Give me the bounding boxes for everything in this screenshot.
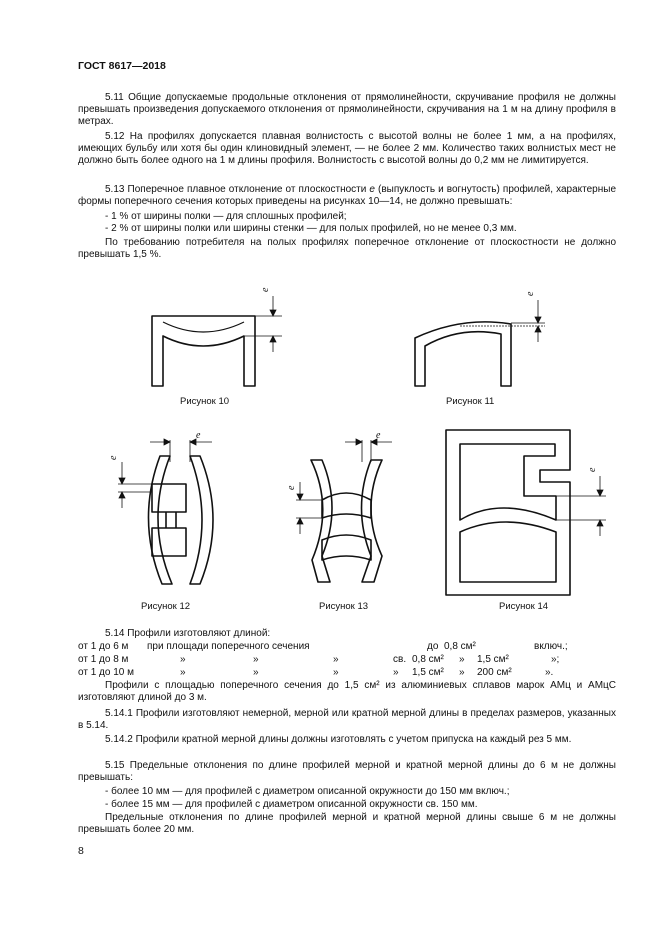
figure-12-profile — [148, 456, 213, 584]
list-item: - 2 % от ширины полки или ширины стенки — для полых профилей, но не менее 0,3 мм. — [105, 223, 517, 234]
figure-10-profile — [152, 316, 255, 386]
figure-14-caption: Рисунок 14 — [499, 601, 549, 612]
page-number: 8 — [78, 845, 84, 857]
paragraph-5-13: 5.13 Поперечное плавное отклонение от плоскостности е (выпуклость и вогнутость) профилей, характерные формы поперечного сечения которых приведены на рисунках 10—14, не должно превышать: — [78, 184, 617, 208]
figure-13-profile — [311, 460, 382, 582]
dim-label-fig10: е — [260, 287, 271, 292]
figure-14-profile — [446, 430, 570, 595]
dim-label-fig13-top: е — [376, 430, 381, 441]
list-item: - более 10 мм — для профилей с диаметром описанной окружности до 150 мм включ.; — [105, 786, 510, 797]
list-item: - более 15 мм — для профилей с диаметром описанной окружности св. 150 мм. — [105, 799, 478, 810]
paragraph-requirement: По требованию потребителя на полых профилях поперечное отклонение от плоскостности не должно превышать 1,5 %. — [78, 237, 616, 261]
paragraph-5-15: 5.15 Предельные отклонения по длине профилей мерной и кратной мерной длины до 6 м не должны превышать: — [78, 760, 616, 784]
paragraph-5-15-last: Предельные отклонения по длине профилей мерной и кратной мерной длины свыше 6 м не должны превышать более 20 мм. — [78, 812, 616, 836]
paragraph-5-11: 5.11 Общие допускаемые продольные отклонения от прямолинейности, скручивание профиля не должны превышать произведения допускаемого отклонения от прямолинейности, скручивания на 1 м на длину профиля в метрах. — [78, 92, 616, 128]
dim-label-fig14: е — [587, 467, 598, 472]
paragraph-5-14: 5.14 Профили изготовляют длиной: — [105, 628, 271, 639]
paragraph-5-14-1: 5.14.1 Профили изготовляют немерной, мерной или кратной мерной длины в пределах размеров, указанных в 5.14. — [78, 708, 616, 732]
figure-13-caption: Рисунок 13 — [319, 601, 369, 612]
figure-10-caption: Рисунок 10 — [180, 396, 230, 407]
document-header: ГОСТ 8617—2018 — [78, 60, 166, 72]
figure-12-caption: Рисунок 12 — [141, 601, 191, 612]
dim-label-fig12-side: е — [108, 455, 119, 460]
paragraph-5-12: 5.12 На профилях допускается плавная волнистость с высотой волны не более 1 мм, а на профилях, имеющих бульбу или хотя бы один клиновидный элемент, — не более 2 мм. Количество таких волнистых мест не должно быть более одного на 1 м длины профиля. Волнистость с высотой волны до 0,2 мм не лимитируется. — [78, 131, 616, 167]
figure-11-caption: Рисунок 11 — [446, 396, 495, 407]
figure-11-profile — [415, 322, 511, 386]
list-item: - 1 % от ширины полки — для сплошных профилей; — [105, 211, 347, 222]
dim-label-fig12-top: е — [196, 430, 201, 441]
dim-label-fig13-side: е — [286, 485, 297, 490]
dim-label-fig11: е — [525, 291, 536, 296]
paragraph-5-14-2: 5.14.2 Профили кратной мерной длины должны изготовлять с учетом припуска на каждый рез 5 мм. — [105, 734, 572, 745]
paragraph-5-14-note: Профили с площадью поперечного сечения до 1,5 см² из алюминиевых сплавов марок АМц и АМцС изготовляют длиной до 3 м. — [78, 680, 616, 704]
